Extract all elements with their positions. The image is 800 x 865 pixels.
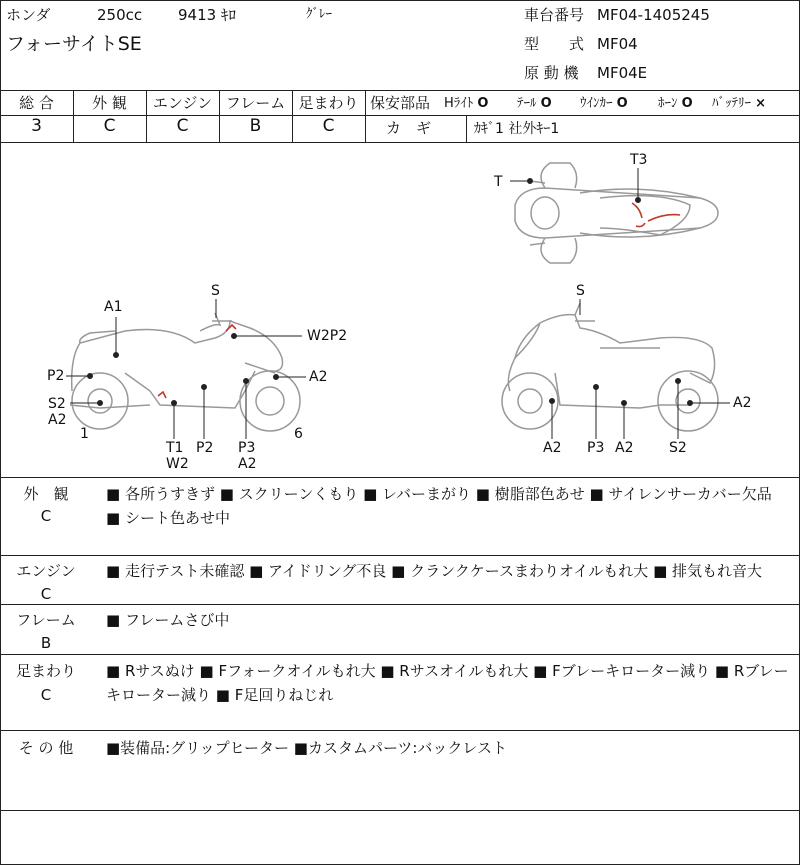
grade-label-overall: 総 合 — [19, 94, 54, 112]
safety-item-horn: ﾎｰﾝ O — [658, 96, 693, 111]
note-grade: C — [40, 686, 52, 704]
label-right-s2: S2 — [669, 440, 687, 456]
displacement: 250cc — [97, 6, 143, 24]
note-grade: B — [40, 634, 52, 652]
note-label: 足まわり — [15, 662, 76, 680]
note-text: ■ 各所うすきず ■ スクリーンくもり ■ レバーまがり ■ 樹脂部色あせ ■ サイレンサーカバー欠品 ■ シート色あせ中 — [106, 485, 772, 527]
note-label: そ の 他 — [18, 739, 74, 757]
right-side-scooter — [502, 303, 718, 431]
note-label: 外 観 — [23, 485, 69, 503]
frame-number: MF04-1405245 — [597, 6, 710, 24]
divider — [0, 90, 800, 91]
label-left-w2: W2 — [166, 456, 189, 472]
maker: ホンダ — [6, 6, 51, 24]
label-top-t3: T3 — [630, 152, 648, 168]
grade-value-suspension: C — [322, 116, 335, 136]
label-left-a2-bottom: A2 — [238, 456, 257, 472]
grade-label-frame: フレーム — [225, 94, 286, 112]
label-left-a2-right: A2 — [309, 369, 328, 385]
note-text: ■装備品:グリップヒーター ■カスタムパーツ:バックレスト — [106, 739, 507, 757]
label-right-p3: P3 — [587, 440, 605, 456]
frame-number-label: 車台番号 — [524, 6, 585, 24]
grade-label-engine: エンジン — [152, 94, 213, 112]
note-grade: C — [40, 585, 52, 603]
model-name: フォーサイトSE — [6, 33, 142, 55]
safety-label: 保安部品 — [370, 94, 431, 112]
note-label: フレーム — [16, 611, 76, 629]
label-right-a2-mid: A2 — [615, 440, 634, 456]
note-text: ■ フレームさび中 — [106, 611, 230, 629]
label-left-w2p2: W2P2 — [307, 328, 348, 344]
engine-value: MF04E — [597, 64, 648, 82]
label-left-6: 6 — [294, 426, 303, 442]
type-value: MF04 — [597, 35, 638, 53]
label-left-t1: T1 — [166, 440, 184, 456]
label-right-s: S — [576, 283, 585, 299]
top-view-scooter — [515, 163, 718, 263]
label-top-t: T — [494, 174, 503, 190]
label-left-p2-bottom: P2 — [196, 440, 214, 456]
label-right-a2-front: A2 — [543, 440, 562, 456]
label-left-s: S — [211, 283, 220, 299]
key-label: カ ギ — [386, 119, 432, 137]
note-text: ■ Rサスぬけ ■ Fフォークオイルもれ大 ■ Rサスオイルもれ大 ■ Fブレーキローター減り ■ Rブレーキローター減り ■ F足回りねじれ — [106, 662, 789, 704]
label-right-a2-rear: A2 — [733, 395, 752, 411]
note-text: ■ 走行テスト未確認 ■ アイドリング不良 ■ クランクケースまわりオイルもれ大 ■ 排気もれ音大 — [106, 562, 763, 580]
safety-item-winker: ｳｲﾝｶｰ O — [580, 96, 628, 111]
note-grade: C — [40, 507, 52, 525]
label-left-1: 1 — [80, 426, 89, 442]
grade-value-engine: C — [176, 116, 189, 136]
note-label: エンジン — [16, 562, 76, 580]
safety-item-battery: ﾊﾞｯﾃﾘｰ × — [712, 96, 767, 111]
grade-value-overall: 3 — [31, 116, 42, 136]
label-left-p2: P2 — [47, 368, 65, 384]
key-value: ｶｷﾞ1 社外ｷｰ1 — [474, 121, 560, 137]
grade-label-suspension: 足まわり — [298, 94, 359, 112]
grade-value-frame: B — [249, 116, 262, 136]
safety-item-tail: ﾃｰﾙ O — [517, 96, 552, 111]
engine-label: 原 動 機 — [524, 64, 579, 82]
label-left-p3: P3 — [238, 440, 256, 456]
label-left-s2: S2 — [48, 396, 66, 412]
grade-label-exterior: 外 観 — [92, 94, 127, 112]
label-left-a2-front: A2 — [48, 412, 67, 428]
grade-value-exterior: C — [103, 116, 116, 136]
type-label: 型 式 — [524, 35, 585, 53]
left-side-scooter — [70, 313, 300, 431]
color: ｸﾞﾚｰ — [306, 7, 332, 22]
label-left-a1: A1 — [104, 299, 123, 315]
safety-item-headlight: Hﾗｲﾄ O — [444, 96, 489, 111]
mileage: 9413 ｷﾛ — [178, 6, 236, 24]
